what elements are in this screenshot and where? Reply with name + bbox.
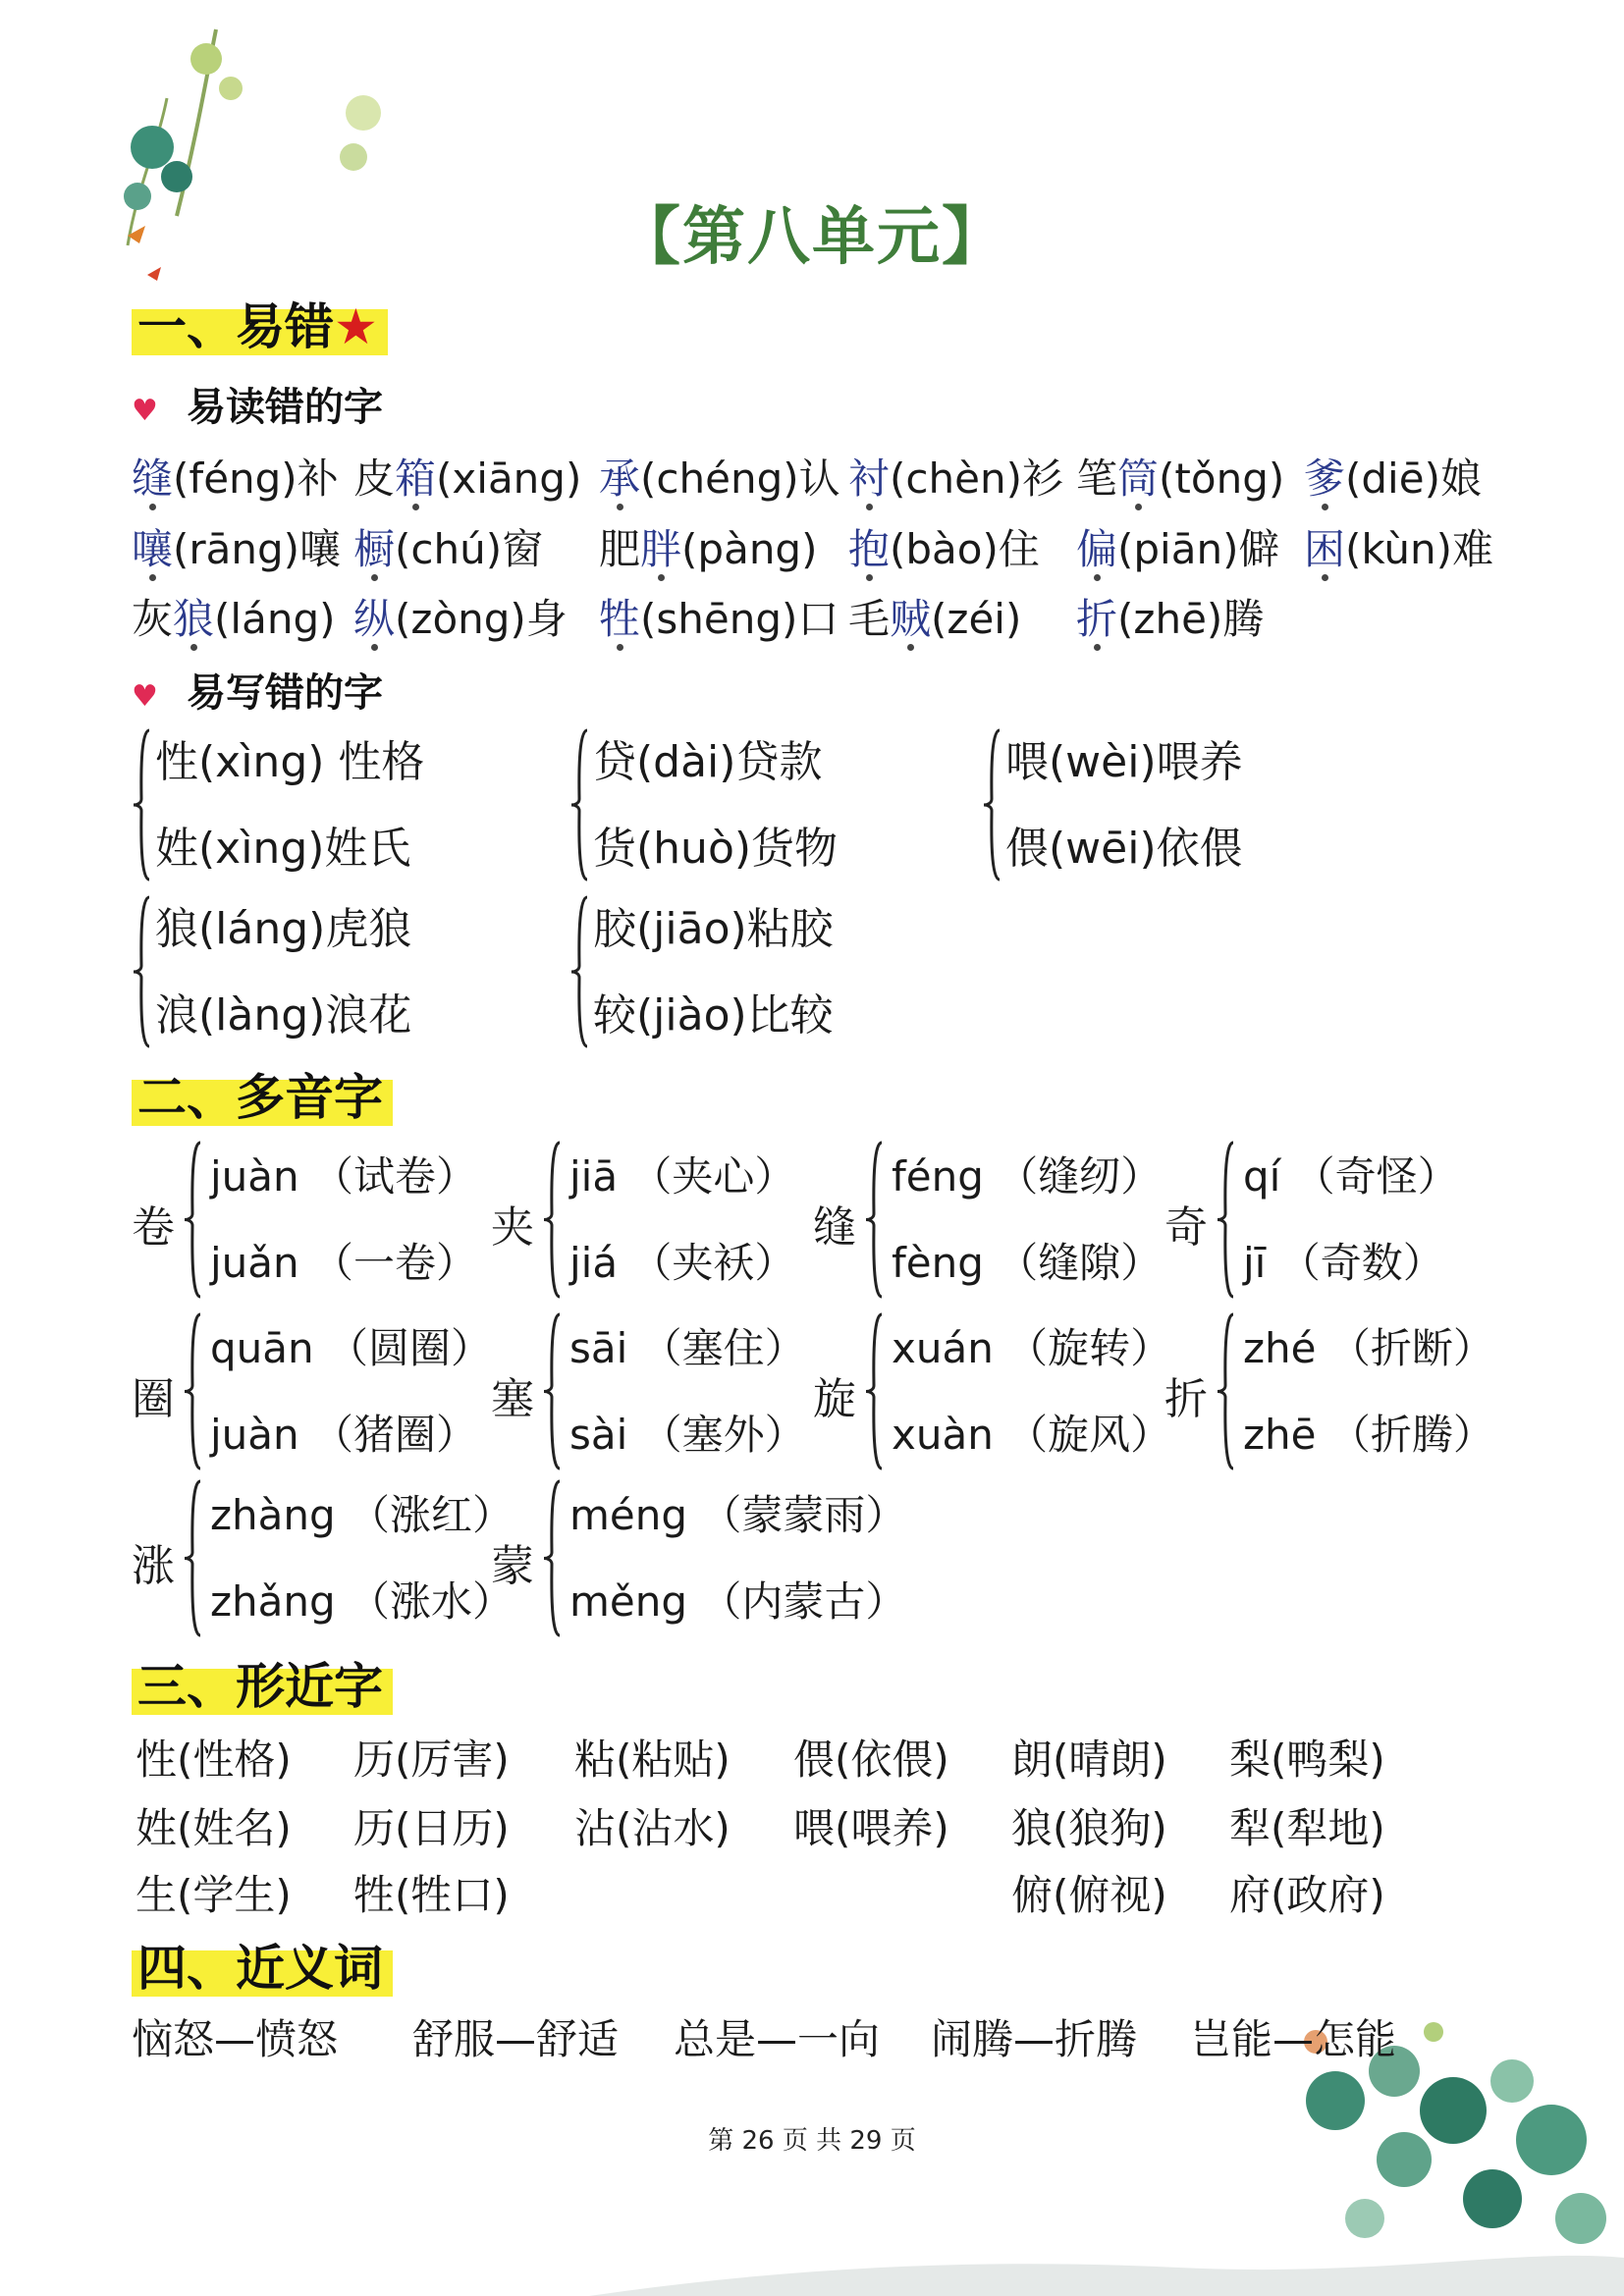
pinyin-and-suffix: (zéi) xyxy=(931,595,1022,643)
polyphone-group xyxy=(132,1139,477,1306)
key-character: 箱 xyxy=(395,454,437,503)
polyphone-character: 卷 xyxy=(132,1202,175,1253)
write-pair xyxy=(982,726,1355,893)
misread-word xyxy=(599,587,839,646)
misread-word xyxy=(353,517,543,576)
polyphone-character: 夹 xyxy=(491,1202,534,1253)
polyphone-reading: juǎn （一卷） xyxy=(210,1239,477,1287)
key-character: 筒 xyxy=(1117,454,1160,503)
section-heading-polyphones xyxy=(132,1065,393,1130)
similar-character: 府(政府) xyxy=(1229,1871,1385,1919)
similar-character: 喂(喂养) xyxy=(793,1804,949,1852)
brace-icon xyxy=(1216,1310,1237,1472)
polyphone-reading: jiā （夹心） xyxy=(569,1152,796,1201)
similar-character: 生(学生) xyxy=(135,1871,292,1919)
polyphone-group xyxy=(491,1310,825,1477)
key-character: 嚷 xyxy=(132,525,174,573)
misread-word xyxy=(1304,447,1482,506)
similar-character: 性(性格) xyxy=(135,1735,292,1784)
polyphone-reading: méng （蒙蒙雨） xyxy=(569,1491,907,1539)
polyphone-group xyxy=(1164,1139,1498,1306)
similar-character: 朗(晴朗) xyxy=(1011,1735,1167,1784)
polyphone-group xyxy=(132,1477,514,1644)
polyphone-reading: měng （内蒙古） xyxy=(569,1577,907,1626)
bottom-ink-wash-decoration xyxy=(589,2238,1624,2296)
key-character: 承 xyxy=(599,454,641,503)
key-character: 胖 xyxy=(640,525,682,573)
misread-word xyxy=(1076,517,1279,576)
polyphone-reading: zhàng （涨红） xyxy=(210,1491,514,1539)
brace-icon xyxy=(864,1139,886,1301)
word-prefix: 毛 xyxy=(848,595,891,643)
key-character: 狼 xyxy=(173,595,215,643)
pinyin-and-suffix: (zòng)身 xyxy=(395,595,568,643)
polyphone-character: 折 xyxy=(1164,1374,1208,1424)
polyphone-reading: zhē （折腾） xyxy=(1243,1411,1494,1459)
polyphone-group xyxy=(813,1139,1163,1306)
polyphone-reading: juàn （猪圈） xyxy=(210,1411,477,1459)
pinyin-and-suffix: (zhē)腾 xyxy=(1117,595,1265,643)
misread-word xyxy=(353,587,568,646)
similar-character: 俯(俯视) xyxy=(1011,1871,1167,1919)
write-pair-line: 贷(dài)贷款 xyxy=(593,737,823,787)
polyphone-group xyxy=(813,1310,1172,1477)
write-pair xyxy=(569,726,943,893)
polyphone-character: 奇 xyxy=(1164,1202,1208,1253)
misread-word xyxy=(132,517,341,576)
misread-word xyxy=(353,447,581,506)
pinyin-and-suffix: (chú)窗 xyxy=(395,525,544,573)
polyphone-reading: zhǎng （涨水） xyxy=(210,1577,514,1626)
misread-word xyxy=(132,587,336,646)
page-number: 第 26 页 共 29 页 xyxy=(708,2126,916,2156)
polyphone-reading: qí （奇怪） xyxy=(1243,1152,1459,1201)
brace-icon xyxy=(982,726,1003,883)
brace-icon xyxy=(542,1139,564,1301)
write-pair-line: 性(xìng) 性格 xyxy=(155,737,425,787)
misread-word xyxy=(599,517,817,576)
misread-word xyxy=(1304,517,1493,576)
polyphone-character: 塞 xyxy=(491,1374,534,1424)
key-character: 纵 xyxy=(353,595,396,643)
polyphone-reading: xuán （旋转） xyxy=(892,1324,1172,1372)
misread-word xyxy=(599,447,840,506)
key-character: 贼 xyxy=(890,595,932,643)
similar-character: 历(日历) xyxy=(353,1804,510,1852)
brace-icon xyxy=(542,1310,564,1472)
key-character: 橱 xyxy=(353,525,396,573)
polyphone-group xyxy=(491,1139,825,1306)
section-heading-text: 二、多音字 xyxy=(132,1067,393,1126)
synonym-pair: 闹腾—折腾 xyxy=(931,2015,1138,2063)
key-character: 牲 xyxy=(599,595,641,643)
synonym-pair: 恼怒—愤怒 xyxy=(132,2015,339,2063)
polyphone-character: 缝 xyxy=(813,1202,856,1253)
misread-word xyxy=(1076,447,1284,506)
star-icon: ★ xyxy=(334,298,378,355)
heart-icon: ♥ xyxy=(132,394,158,428)
pinyin-and-suffix: (bào)住 xyxy=(890,525,1040,573)
write-pair xyxy=(132,893,505,1060)
section-heading-text: 三、形近字 xyxy=(132,1656,393,1715)
write-pair-line: 偎(wēi)依偎 xyxy=(1005,824,1243,874)
synonym-pair: 总是—一向 xyxy=(674,2015,881,2063)
write-pair-line: 喂(wèi)喂养 xyxy=(1005,737,1243,787)
polyphone-reading: quān （圆圈） xyxy=(210,1324,492,1372)
brace-icon xyxy=(542,1477,564,1639)
polyphone-group xyxy=(1164,1310,1498,1477)
write-pair-line: 较(jiào)比较 xyxy=(593,990,834,1041)
pinyin-and-suffix: (féng)补 xyxy=(173,454,339,503)
polyphone-reading: jiá （夹袄） xyxy=(569,1239,796,1287)
brace-icon xyxy=(183,1310,204,1472)
pinyin-and-suffix: (tǒng) xyxy=(1159,454,1285,503)
write-pair xyxy=(132,726,505,893)
brace-icon xyxy=(183,1139,204,1301)
write-pair-line: 货(huò)货物 xyxy=(593,824,839,874)
pinyin-and-suffix: (láng) xyxy=(214,595,336,643)
pinyin-and-suffix: (chèn)衫 xyxy=(890,454,1063,503)
polyphone-reading: xuàn （旋风） xyxy=(892,1411,1172,1459)
misread-word xyxy=(848,517,1040,576)
similar-character: 梨(鸭梨) xyxy=(1229,1735,1385,1784)
section-heading-errors xyxy=(132,294,388,359)
misread-word xyxy=(132,447,339,506)
word-prefix: 笔 xyxy=(1076,454,1118,503)
word-prefix: 肥 xyxy=(599,525,641,573)
section-heading-text: 一、易错★ xyxy=(132,296,388,355)
pinyin-and-suffix: (chéng)认 xyxy=(640,454,840,503)
brace-icon xyxy=(1216,1139,1237,1301)
pinyin-and-suffix: (kùn)难 xyxy=(1345,525,1494,573)
similar-character: 狼(狼狗) xyxy=(1011,1804,1167,1852)
polyphone-reading: zhé （折断） xyxy=(1243,1324,1494,1372)
polyphone-group xyxy=(491,1477,907,1644)
polyphone-reading: juàn （试卷） xyxy=(210,1152,477,1201)
write-pair-line: 浪(làng)浪花 xyxy=(155,990,412,1041)
pinyin-and-suffix: (diē)娘 xyxy=(1345,454,1482,503)
polyphone-reading: sài （塞外） xyxy=(569,1411,806,1459)
similar-character: 偎(依偎) xyxy=(793,1735,949,1784)
key-character: 折 xyxy=(1076,595,1118,643)
word-prefix: 灰 xyxy=(132,595,174,643)
brace-icon xyxy=(183,1477,204,1639)
section-heading-synonyms xyxy=(132,1936,393,2001)
polyphone-character: 涨 xyxy=(132,1541,175,1591)
brace-icon xyxy=(569,893,591,1050)
polyphone-group xyxy=(132,1310,492,1477)
write-pair-line: 胶(jiāo)粘胶 xyxy=(593,904,834,954)
brace-icon xyxy=(569,726,591,883)
polyphone-reading: fèng （缝隙） xyxy=(892,1239,1163,1287)
section-heading-text: 四、近义词 xyxy=(132,1938,393,1997)
polyphone-reading: sāi （塞住） xyxy=(569,1324,806,1372)
subheading-misread xyxy=(132,376,383,432)
similar-character: 牲(牲口) xyxy=(353,1871,510,1919)
similar-character: 沾(沾水) xyxy=(574,1804,731,1852)
key-character: 爹 xyxy=(1304,454,1346,503)
synonym-pair: 岂能—怎能 xyxy=(1190,2015,1397,2063)
subheading-text: 易读错的字 xyxy=(187,385,383,430)
misread-word xyxy=(848,447,1063,506)
synonym-pair: 舒服—舒适 xyxy=(412,2015,620,2063)
pinyin-and-suffix: (pàng) xyxy=(681,525,818,573)
unit-title: 【第八单元】 xyxy=(618,201,1006,274)
similar-character: 姓(姓名) xyxy=(135,1804,292,1852)
brace-icon xyxy=(132,726,153,883)
write-pair xyxy=(569,893,943,1060)
key-character: 困 xyxy=(1304,525,1346,573)
misread-word xyxy=(1076,587,1264,646)
brace-icon xyxy=(864,1310,886,1472)
pinyin-and-suffix: (rāng)嚷 xyxy=(173,525,342,573)
misread-word xyxy=(848,587,1021,646)
polyphone-character: 蒙 xyxy=(491,1541,534,1591)
key-character: 缝 xyxy=(132,454,174,503)
heart-icon: ♥ xyxy=(132,679,158,714)
pinyin-and-suffix: (xiāng) xyxy=(436,454,582,503)
polyphone-character: 圈 xyxy=(132,1374,175,1424)
polyphone-reading: féng （缝纫） xyxy=(892,1152,1163,1201)
brace-icon xyxy=(132,893,153,1050)
key-character: 偏 xyxy=(1076,525,1118,573)
polyphone-character: 旋 xyxy=(813,1374,856,1424)
write-pair-line: 姓(xìng)姓氏 xyxy=(155,824,411,874)
pinyin-and-suffix: (piān)僻 xyxy=(1117,525,1280,573)
subheading-text: 易写错的字 xyxy=(187,670,383,716)
pinyin-and-suffix: (shēng)口 xyxy=(640,595,839,643)
section-heading-similar xyxy=(132,1654,393,1719)
similar-character: 历(厉害) xyxy=(353,1735,510,1784)
similar-character: 粘(粘贴) xyxy=(574,1735,731,1784)
key-character: 衬 xyxy=(848,454,891,503)
word-prefix: 皮 xyxy=(353,454,396,503)
polyphone-reading: jī （奇数） xyxy=(1243,1239,1444,1287)
write-pair-line: 狼(láng)虎狼 xyxy=(155,904,412,954)
key-character: 抱 xyxy=(848,525,891,573)
similar-character: 犁(犁地) xyxy=(1229,1804,1385,1852)
subheading-miswrite xyxy=(132,662,383,718)
